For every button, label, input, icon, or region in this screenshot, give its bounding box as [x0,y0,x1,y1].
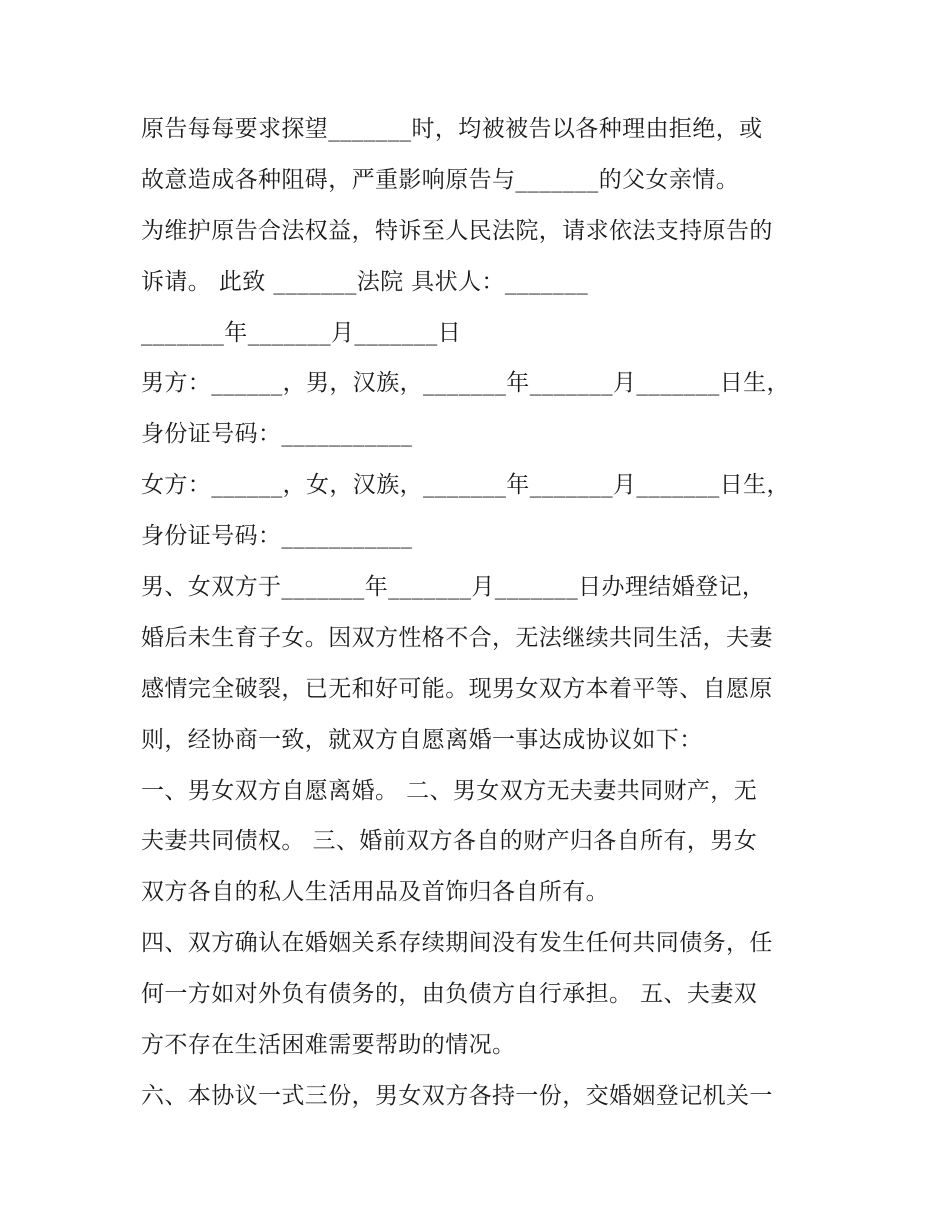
text-line: 为维护原告合法权益，特诉至人民法院，请求依法支持原告的 [141,217,773,244]
text-line: 双方各自的私人生活用品及首饰归各自所有。 [141,879,609,906]
text-line: 身份证号码：___________ [141,421,413,448]
text-line: 何一方如对外负有债务的，由负债方自行承担。 五、夫妻双 [141,981,758,1008]
text-line: 诉请。 此致 _______法院 具状人：_______ [141,268,589,295]
text-line: 婚后未生育子女。因双方性格不合，无法继续共同生活，夫妻 [141,624,773,651]
document-body [141,109,821,1127]
text-line: 故意造成各种阻碍，严重影响原告与_______的父女亲情。 [141,166,740,193]
text-line: _______年_______月_______日 [141,319,462,346]
text-line: 原告每每要求探望_______时，均被被告以各种理由拒绝，或 [141,116,763,142]
text-line: 方不存在生活困难需要帮助的情况。 [141,1032,516,1059]
text-line: 男方：______，男，汉族，_______年_______月_______日生， [141,370,790,397]
text-line: 身份证号码：___________ [141,523,413,550]
text-line: 六、本协议一式三份，男女双方各持一份，交婚姻登记机关一 [141,1082,773,1109]
text-line: 一、男女双方自愿离婚。 二、男女双方无夫妻共同财产，无 [141,777,758,804]
text-line: 感情完全破裂，已无和好可能。现男女双方本着平等、自愿原 [141,675,773,702]
text-line: 夫妻共同债权。 三、婚前双方各自的财产归各自所有，男女 [141,828,758,855]
text-line: 女方：______，女，汉族，_______年_______月_______日生， [141,472,790,499]
text-line: 男、女双方于_______年_______月_______日办理结婚登记， [141,574,766,601]
text-line: 则，经协商一致，就双方自愿离婚一事达成协议如下： [141,726,703,753]
text-line: 四、双方确认在婚姻关系存续期间没有发生任何共同债务，任 [141,930,773,957]
